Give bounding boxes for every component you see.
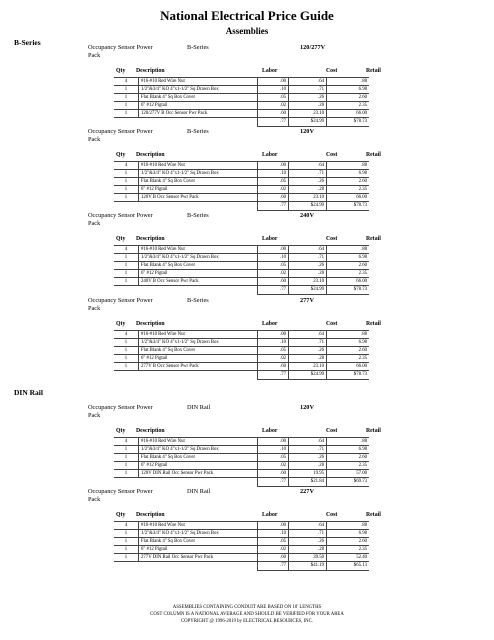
item-description: #16-#10 Red Wire Nut [139,331,258,339]
item-labor: .60 [258,554,289,562]
table-row [114,470,369,478]
item-description: 1/2"&3/4" KO 4"x1-1/2" Sq Drawn Box [139,339,258,347]
item-retail: 66.00 [327,278,370,286]
page-subtitle: Assemblies [225,26,269,36]
item-labor: .10 [258,254,289,262]
column-header-qty: Qty [116,428,126,434]
item-retail: 66.00 [327,363,370,371]
item-qty: 4 [114,78,139,86]
item-labor: .60 [258,470,289,478]
item-labor: .02 [258,270,289,278]
item-description: Flat Blank 4" Sq Box Cover [139,538,258,546]
item-description: 1/2"&3/4" KO 4"x1-1/2" Sq Drawn Box [139,530,258,538]
table-row [114,454,369,462]
column-header-retail: Retail [366,236,381,242]
item-qty: 1 [114,347,139,355]
item-qty: 1 [114,262,139,270]
item-retail: 2.35 [327,355,370,363]
item-cost: .71 [289,530,327,538]
item-retail: 6.98 [327,254,370,262]
item-retail: 2.60 [327,347,370,355]
item-description: 120/277V B Occ Sensor Pwr Pack [139,110,258,118]
item-qty: 1 [114,355,139,363]
item-labor: .10 [258,170,289,178]
item-description: Flat Blank 4" Sq Box Cover [139,94,258,102]
assembly-name: Occupancy Sensor Power Pack [88,44,153,59]
total-row [114,202,369,210]
item-qty: 1 [114,94,139,102]
assembly-series: DIN Rail [187,404,211,411]
item-qty: 4 [114,331,139,339]
total-cost: $24.99 [289,286,327,294]
assembly-name: Occupancy Sensor Power Pack [88,212,153,227]
column-header-row [0,68,494,77]
table-row [114,355,369,363]
item-retail: 6.98 [327,530,370,538]
column-header-labor: Labor [262,236,278,242]
item-retail: 2.60 [327,454,370,462]
assembly-header [0,488,494,512]
category-heading: DIN Rail [14,388,43,397]
item-labor: .10 [258,530,289,538]
item-labor: .02 [258,546,289,554]
column-header-cost: Cost [326,68,338,74]
column-header-labor: Labor [262,512,278,518]
item-description: #16-#10 Red Wire Nut [139,438,258,446]
assembly-voltage: 227V [300,488,314,495]
item-description: 120V DIN Rail Occ Sensor Pwr Pack [139,470,258,478]
table-row [114,347,369,355]
item-qty: 1 [114,530,139,538]
column-header-labor: Labor [262,428,278,434]
items-table [114,245,369,295]
column-header-description: Description [136,428,165,434]
item-description: 6" #12 Pigtail [139,186,258,194]
item-description: 6" #12 Pigtail [139,546,258,554]
column-header-row [0,152,494,161]
footer-line: COPYRIGHT @ 1996-2019 by ELECTRICAL RESOURCES, INC. [180,619,314,624]
item-labor: .02 [258,102,289,110]
table-row [114,446,369,454]
item-cost: .71 [289,446,327,454]
item-retail: .88 [327,162,370,170]
assembly-voltage: 120V [300,128,314,135]
item-cost: .26 [289,178,327,186]
item-cost: .28 [289,270,327,278]
item-description: 1/2"&3/4" KO 4"x1-1/2" Sq Drawn Box [139,86,258,94]
total-labor: .77 [258,478,289,486]
item-labor: .10 [258,339,289,347]
item-description: #16-#10 Red Wire Nut [139,78,258,86]
column-header-cost: Cost [326,512,338,518]
item-labor: .05 [258,94,289,102]
item-retail: 2.35 [327,186,370,194]
item-description: Flat Blank 4" Sq Box Cover [139,454,258,462]
table-row [114,530,369,538]
item-qty: 1 [114,254,139,262]
table-row [114,186,369,194]
column-header-row [0,428,494,437]
item-qty: 1 [114,102,139,110]
table-row [114,110,369,118]
item-labor: .02 [258,462,289,470]
table-row [114,278,369,286]
assembly-series: B-Series [187,212,209,219]
assembly-header [0,404,494,428]
item-retail: 66.00 [327,194,370,202]
assembly-header [0,44,494,68]
item-retail: 2.60 [327,94,370,102]
assembly-series: B-Series [187,128,209,135]
assembly-series: B-Series [187,44,209,51]
table-row [114,538,369,546]
item-cost: 23.10 [289,110,327,118]
total-labor: .77 [258,202,289,210]
table-row [114,170,369,178]
table-row [114,86,369,94]
total-retail: $78.73 [327,202,370,210]
item-labor: .05 [258,454,289,462]
column-header-row [0,236,494,245]
item-retail: 6.98 [327,339,370,347]
item-retail: .88 [327,331,370,339]
item-description: #16-#10 Red Wire Nut [139,522,258,530]
table-row [114,254,369,262]
item-qty: 1 [114,546,139,554]
item-description: Flat Blank 4" Sq Box Cover [139,347,258,355]
column-header-qty: Qty [116,512,126,518]
table-row [114,78,369,86]
item-description: #16-#10 Red Wire Nut [139,246,258,254]
item-cost: .71 [289,170,327,178]
item-description: 1/2"&3/4" KO 4"x1-1/2" Sq Drawn Box [139,254,258,262]
item-retail: .88 [327,438,370,446]
table-row [114,162,369,170]
column-header-description: Description [136,236,165,242]
item-labor: .05 [258,538,289,546]
item-cost: .64 [289,246,327,254]
item-description: 277V DIN Rail Occ Sensor Pwr Pack [139,554,258,562]
total-labor: .77 [258,286,289,294]
item-retail: 66.00 [327,110,370,118]
item-labor: .60 [258,278,289,286]
item-qty: 1 [114,470,139,478]
column-header-description: Description [136,321,165,327]
column-header-labor: Labor [262,152,278,158]
item-cost: .28 [289,462,327,470]
table-row [114,270,369,278]
total-row [114,562,369,570]
item-cost: .26 [289,262,327,270]
item-cost: .64 [289,438,327,446]
item-retail: 2.60 [327,538,370,546]
table-row [114,102,369,110]
item-description: Flat Blank 4" Sq Box Cover [139,262,258,270]
item-qty: 4 [114,162,139,170]
item-cost: .26 [289,94,327,102]
assembly-voltage: 277V [300,297,314,304]
item-qty: 1 [114,454,139,462]
item-qty: 1 [114,446,139,454]
column-header-retail: Retail [366,68,381,74]
total-row [114,286,369,294]
item-cost: 23.10 [289,363,327,371]
item-labor: .02 [258,186,289,194]
item-cost: .28 [289,186,327,194]
item-cost: 23.10 [289,194,327,202]
item-qty: 1 [114,339,139,347]
total-cost: $21.84 [289,478,327,486]
column-header-cost: Cost [326,428,338,434]
table-row [114,554,369,562]
item-qty: 1 [114,462,139,470]
item-cost: .28 [289,546,327,554]
total-labor: .77 [258,562,289,570]
table-row [114,246,369,254]
table-row [114,339,369,347]
item-qty: 1 [114,554,139,562]
item-qty: 4 [114,246,139,254]
total-retail: $78.73 [327,286,370,294]
assembly-block [0,488,494,569]
item-labor: .10 [258,86,289,94]
item-qty: 1 [114,86,139,94]
assembly-name: Occupancy Sensor Power Pack [88,297,153,312]
item-labor: .60 [258,363,289,371]
column-header-labor: Labor [262,68,278,74]
item-cost: .26 [289,347,327,355]
item-description: #16-#10 Red Wire Nut [139,162,258,170]
item-description: 120V B Occ Sensor Pwr Pack [139,194,258,202]
column-header-retail: Retail [366,321,381,327]
category-heading: B-Series [14,38,41,47]
item-labor: .60 [258,110,289,118]
assembly-block [0,128,494,209]
item-retail: 2.35 [327,102,370,110]
item-cost: .64 [289,162,327,170]
assembly-name: Occupancy Sensor Power Pack [88,404,153,419]
column-header-cost: Cost [326,321,338,327]
column-header-description: Description [136,68,165,74]
total-cost: $24.99 [289,202,327,210]
item-retail: 57.00 [327,470,370,478]
item-labor: .00 [258,331,289,339]
item-description: 277V B Occ Sensor Pwr Pack [139,363,258,371]
item-description: 1/2"&3/4" KO 4"x1-1/2" Sq Drawn Box [139,446,258,454]
total-cost: $24.99 [289,371,327,379]
item-description: 6" #12 Pigtail [139,102,258,110]
items-table [114,161,369,211]
item-cost: .64 [289,331,327,339]
table-row [114,438,369,446]
assembly-header [0,212,494,236]
assembly-voltage: 240V [300,212,314,219]
column-header-qty: Qty [116,321,126,327]
item-labor: .00 [258,438,289,446]
table-row [114,462,369,470]
item-cost: .64 [289,522,327,530]
item-retail: .88 [327,522,370,530]
item-labor: .00 [258,246,289,254]
table-row [114,194,369,202]
item-cost: 23.10 [289,278,327,286]
total-row [114,118,369,126]
table-row [114,522,369,530]
page-title: National Electrical Price Guide [160,8,334,23]
items-table [114,77,369,127]
item-retail: 6.98 [327,170,370,178]
item-qty: 1 [114,170,139,178]
item-qty: 1 [114,278,139,286]
item-labor: .00 [258,78,289,86]
total-cost: $41.19 [289,562,327,570]
item-qty: 4 [114,522,139,530]
table-row [114,546,369,554]
assembly-voltage: 120/277V [300,44,326,51]
column-header-qty: Qty [116,236,126,242]
table-row [114,331,369,339]
assembly-block [0,297,494,378]
assembly-block [0,44,494,125]
column-header-description: Description [136,152,165,158]
column-header-cost: Cost [326,152,338,158]
column-header-description: Description [136,512,165,518]
assembly-name: Occupancy Sensor Power Pack [88,488,153,503]
assembly-voltage: 120V [300,404,314,411]
item-qty: 4 [114,438,139,446]
item-description: Flat Blank 4" Sq Box Cover [139,178,258,186]
item-qty: 1 [114,178,139,186]
total-cost: $24.99 [289,118,327,126]
item-description: 6" #12 Pigtail [139,355,258,363]
column-header-retail: Retail [366,512,381,518]
item-qty: 1 [114,363,139,371]
table-row [114,178,369,186]
item-cost: .28 [289,355,327,363]
item-cost: .26 [289,454,327,462]
column-header-qty: Qty [116,68,126,74]
item-labor: .00 [258,522,289,530]
item-retail: 52.40 [327,554,370,562]
item-description: 240V B Occ Sensor Pwr Pack [139,278,258,286]
item-cost: .28 [289,102,327,110]
table-row [114,363,369,371]
item-cost: 19.95 [289,470,327,478]
item-cost: 39.50 [289,554,327,562]
item-qty: 1 [114,110,139,118]
items-table [114,330,369,380]
item-retail: 2.35 [327,462,370,470]
assembly-series: B-Series [187,297,209,304]
column-header-retail: Retail [366,152,381,158]
assembly-block [0,404,494,485]
table-row [114,262,369,270]
assembly-block [0,212,494,293]
items-table [114,521,369,571]
item-cost: .71 [289,86,327,94]
item-qty: 1 [114,270,139,278]
item-labor: .60 [258,194,289,202]
item-retail: 2.60 [327,262,370,270]
item-labor: .02 [258,355,289,363]
total-retail: $78.73 [327,118,370,126]
assembly-name: Occupancy Sensor Power Pack [88,128,153,143]
item-retail: 2.35 [327,546,370,554]
item-retail: 6.98 [327,86,370,94]
column-header-retail: Retail [366,428,381,434]
assembly-header [0,128,494,152]
column-header-labor: Labor [262,321,278,327]
item-cost: .71 [289,254,327,262]
total-labor: .77 [258,118,289,126]
assembly-header [0,297,494,321]
column-header-row [0,321,494,330]
items-table [114,437,369,487]
item-description: 6" #12 Pigtail [139,270,258,278]
item-labor: .05 [258,178,289,186]
table-row [114,94,369,102]
footer-line: COST COLUMN IS A NATIONAL AVERAGE AND SHOULD BE VERIFIED FOR YOUR AREA [150,612,344,617]
item-cost: .64 [289,78,327,86]
item-cost: .26 [289,538,327,546]
total-labor: .77 [258,371,289,379]
assembly-series: DIN Rail [187,488,211,495]
total-row [114,478,369,486]
item-labor: .05 [258,262,289,270]
item-retail: 2.35 [327,270,370,278]
item-retail: .88 [327,246,370,254]
item-labor: .10 [258,446,289,454]
footer-line: ASSEMBLIES CONTAINING CONDUIT ARE BASED ON 10' LENGTHS [172,605,322,610]
column-header-row [0,512,494,521]
item-labor: .00 [258,162,289,170]
column-header-cost: Cost [326,236,338,242]
item-retail: .88 [327,78,370,86]
total-row [114,371,369,379]
page-footer [0,604,494,625]
item-qty: 1 [114,538,139,546]
item-qty: 1 [114,186,139,194]
item-labor: .05 [258,347,289,355]
column-header-qty: Qty [116,152,126,158]
total-retail: $69.73 [327,478,370,486]
item-cost: .71 [289,339,327,347]
item-description: 1/2"&3/4" KO 4"x1-1/2" Sq Drawn Box [139,170,258,178]
item-qty: 1 [114,194,139,202]
item-retail: 2.60 [327,178,370,186]
item-retail: 6.98 [327,446,370,454]
total-retail: $65.13 [327,562,370,570]
total-retail: $78.73 [327,371,370,379]
item-description: 6" #12 Pigtail [139,462,258,470]
